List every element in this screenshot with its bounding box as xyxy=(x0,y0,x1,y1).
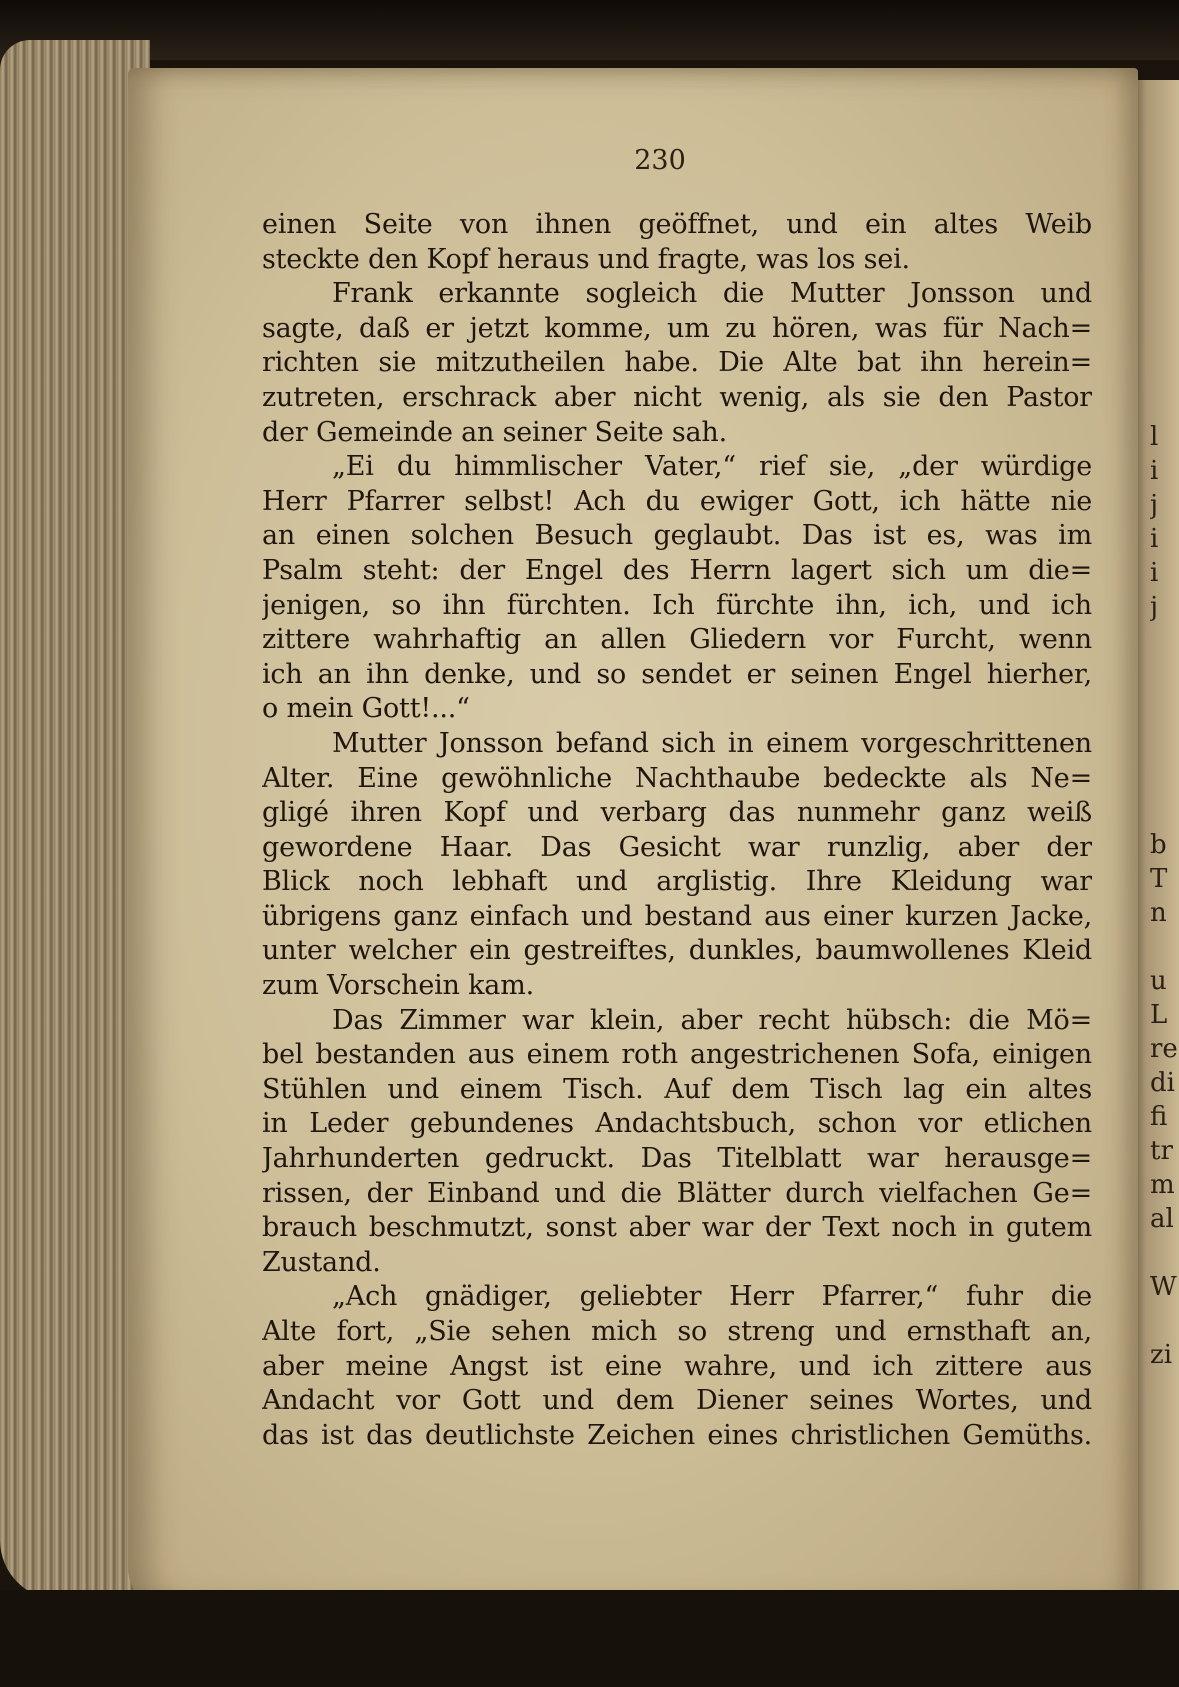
text-line: Blick noch lebhaft und arglistig. Ihre Kleidung war xyxy=(262,866,1092,898)
facing-page-fragment: T xyxy=(1150,864,1168,894)
facing-page-fragment xyxy=(1150,930,1179,964)
text-line: Stühlen und einem Tisch. Auf dem Tisch lag ein altes xyxy=(262,1073,1092,1105)
text-line: o mein Gott!...“ xyxy=(262,693,470,725)
facing-page-fragment: j xyxy=(1150,490,1159,520)
facing-page-fragment xyxy=(1150,794,1179,828)
text-line: rissen, der Einband und die Blätter durch vielfachen Ge= xyxy=(262,1177,1092,1209)
text-line: steckte den Kopf heraus und fragte, was los sei. xyxy=(262,243,910,275)
facing-page-fragment: L xyxy=(1150,1000,1168,1030)
facing-page-fragment: re xyxy=(1150,1034,1178,1064)
facing-page-fragment: zi xyxy=(1150,1340,1173,1370)
facing-page-fragment: al xyxy=(1150,1204,1174,1234)
facing-page-fragment: m xyxy=(1150,1170,1175,1200)
facing-page-fragment xyxy=(1150,692,1179,726)
text-line: Herr Pfarrer selbst! Ach du ewiger Gott, ich hätte nie xyxy=(262,485,1092,517)
text-line: zum Vorschein kam. xyxy=(262,970,534,1002)
facing-page-fragment: j xyxy=(1150,592,1159,622)
text-line: gligé ihren Kopf und verbarg das nunmehr ganz weiß xyxy=(262,797,1092,829)
body-text xyxy=(262,208,1092,1453)
text-line: jenigen, so ihn fürchten. Ich fürchte ihn, ich, und ich xyxy=(262,589,1092,621)
text-line: Andacht vor Gott und dem Diener seines Wortes, und xyxy=(262,1385,1092,1417)
text-line: brauch beschmutzt, sonst aber war der Text noch in gutem xyxy=(262,1212,1092,1244)
text-line: gewordene Haar. Das Gesicht war runzlig, aber der xyxy=(262,831,1092,863)
text-line: übrigens ganz einfach und bestand aus einer kurzen Jacke, xyxy=(262,900,1092,932)
text-line: Psalm steht: der Engel des Herrn lagert sich um die= xyxy=(262,554,1092,586)
text-line: in Leder gebundenes Andachtsbuch, schon vor etlichen xyxy=(262,1108,1092,1140)
page-number: 230 xyxy=(634,145,686,176)
facing-page-fragment: l xyxy=(1150,422,1159,452)
text-line: richten sie mitzutheilen habe. Die Alte bat ihn herein= xyxy=(262,347,1092,379)
facing-page-fragment xyxy=(1150,1304,1179,1338)
facing-page-fragment: W xyxy=(1150,1272,1177,1302)
facing-page-fragment: u xyxy=(1150,966,1167,996)
text-line: einen Seite von ihnen geöffnet, und ein altes Weib xyxy=(262,209,1092,240)
text-line: Das Zimmer war klein, aber recht hübsch: die Mö= xyxy=(332,1004,1092,1036)
facing-page-text-fragments xyxy=(1150,420,1179,1372)
facing-page-fragment: tr xyxy=(1150,1136,1173,1166)
facing-page-fragment xyxy=(1150,1236,1179,1270)
book-cover-top xyxy=(0,0,1179,60)
facing-page-fragment xyxy=(1150,658,1179,692)
text-line: unter welcher ein gestreiftes, dunkles, baumwollenes Kleid xyxy=(262,935,1092,967)
text-line: zittere wahrhaftig an allen Gliedern vor Furcht, wenn xyxy=(262,624,1092,656)
text-line: „Ach gnädiger, geliebter Herr Pfarrer,“ fuhr die xyxy=(332,1281,1092,1313)
text-line: sagte, daß er jetzt komme, um zu hören, was für Nach= xyxy=(262,312,1092,344)
facing-page-fragment: i xyxy=(1150,524,1159,554)
text-line: der Gemeinde an seiner Seite sah. xyxy=(262,416,727,448)
facing-page-fragment xyxy=(1150,624,1179,658)
text-line: Alter. Eine gewöhnliche Nachthaube bedeckte als Ne= xyxy=(262,762,1092,794)
text-line: „Ei du himmlischer Vater,“ rief sie, „der würdige xyxy=(332,451,1092,483)
text-line: zutreten, erschrack aber nicht wenig, als sie den Pastor xyxy=(262,381,1092,413)
text-line: Jahrhunderten gedruckt. Das Titelblatt war herausge= xyxy=(262,1143,1092,1175)
text-line: Mutter Jonsson befand sich in einem vorgeschrittenen xyxy=(332,727,1092,759)
facing-page-fragment xyxy=(1150,726,1179,760)
facing-page-fragment: fi xyxy=(1150,1102,1168,1132)
text-line: Alte fort, „Sie sehen mich so streng und ernsthaft an, xyxy=(262,1316,1092,1347)
text-line: bel bestanden aus einem roth angestrichenen Sofa, einigen xyxy=(262,1039,1092,1071)
text-line: das ist das deutlichste Zeichen eines christlichen Gemüths. xyxy=(262,1419,1092,1451)
facing-page-fragment: i xyxy=(1150,558,1159,588)
text-line: Frank erkannte sogleich die Mutter Jonsson und xyxy=(332,278,1092,310)
facing-page-fragment: i xyxy=(1150,456,1159,486)
text-line: an einen solchen Besuch geglaubt. Das ist es, was im xyxy=(262,520,1092,552)
facing-page-fragment: di xyxy=(1150,1068,1175,1098)
text-line: ich an ihn denke, und so sendet er seinen Engel hierher, xyxy=(262,658,1092,690)
text-line: aber meine Angst ist eine wahre, und ich zittere aus xyxy=(262,1350,1092,1382)
facing-page-fragment: b xyxy=(1150,830,1167,860)
book-cover-bottom xyxy=(0,1590,1179,1687)
facing-page-fragment: n xyxy=(1150,898,1167,928)
text-line: Zustand. xyxy=(262,1246,381,1278)
facing-page-fragment xyxy=(1150,760,1179,794)
